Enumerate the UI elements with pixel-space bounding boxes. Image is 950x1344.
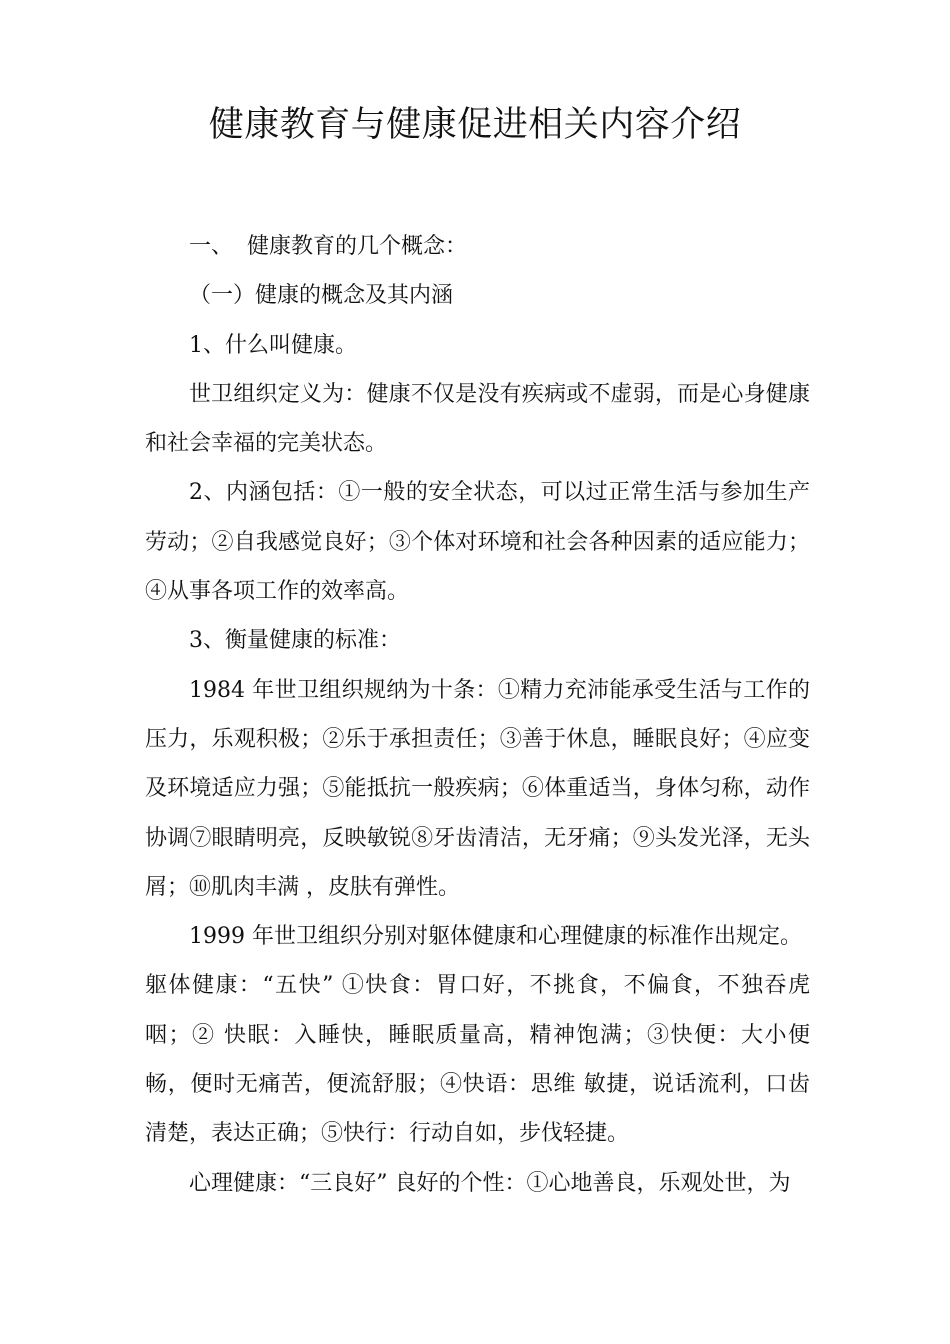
subsection-heading: （一）健康的概念及其内涵: [189, 283, 454, 309]
paragraph: 躯体健康：“五快” ①快食：胃口好，不挑食，不偏食，不独吞虎咽；② 快眠：入睡快，睡眠质量高，精神饱满；③快便：大小便畅，便时无痛苦，便流舒服；④快语：思维 敏捷，说话流利，口齿清楚，表达正确；⑤快行：行动自如，步伐轻捷。: [145, 973, 810, 1147]
paragraph: 1999 年世卫组织分别对躯体健康和心理健康的标准作出规定。: [189, 924, 802, 950]
section-heading: [145, 222, 810, 271]
paragraph: 世卫组织定义为：健康不仅是没有疾病或不虚弱，而是心身健康和社会幸福的完美状态。: [145, 381, 810, 457]
paragraph: 心理健康：“三良好” 良好的个性：①心地善良，乐观处世，为: [189, 1170, 791, 1196]
document-body: [145, 222, 810, 1208]
section-number: 一、: [189, 234, 234, 259]
section-title: 健康教育的几个概念：: [247, 234, 468, 259]
paragraph: 1、什么叫健康。: [189, 332, 357, 358]
document-title: 健康教育与健康促进相关内容介绍: [208, 105, 742, 145]
paragraph: 3、衡量健康的标准：: [189, 628, 401, 654]
paragraph: 1984 年世卫组织规纳为十条：①精力充沛能承受生活与工作的压力，乐观积极；②乐于承担责任；③善于休息，睡眠良好；④应变及环境适应力强；⑤能抵抗一般疾病；⑥体重适当，身体匀称，动作协调⑦眼睛明亮，反映敏锐⑧牙齿清洁，无牙痛；⑨头发光泽，无头屑；⑩肌肉丰满 ，皮肤有弹性。: [145, 677, 810, 900]
paragraph: 2、内涵包括：①一般的安全状态，可以过正常生活与参加生产劳动；②自我感觉良好；③个体对环境和社会各种因素的适应能力；④从事各项工作的效率高。: [145, 480, 810, 605]
